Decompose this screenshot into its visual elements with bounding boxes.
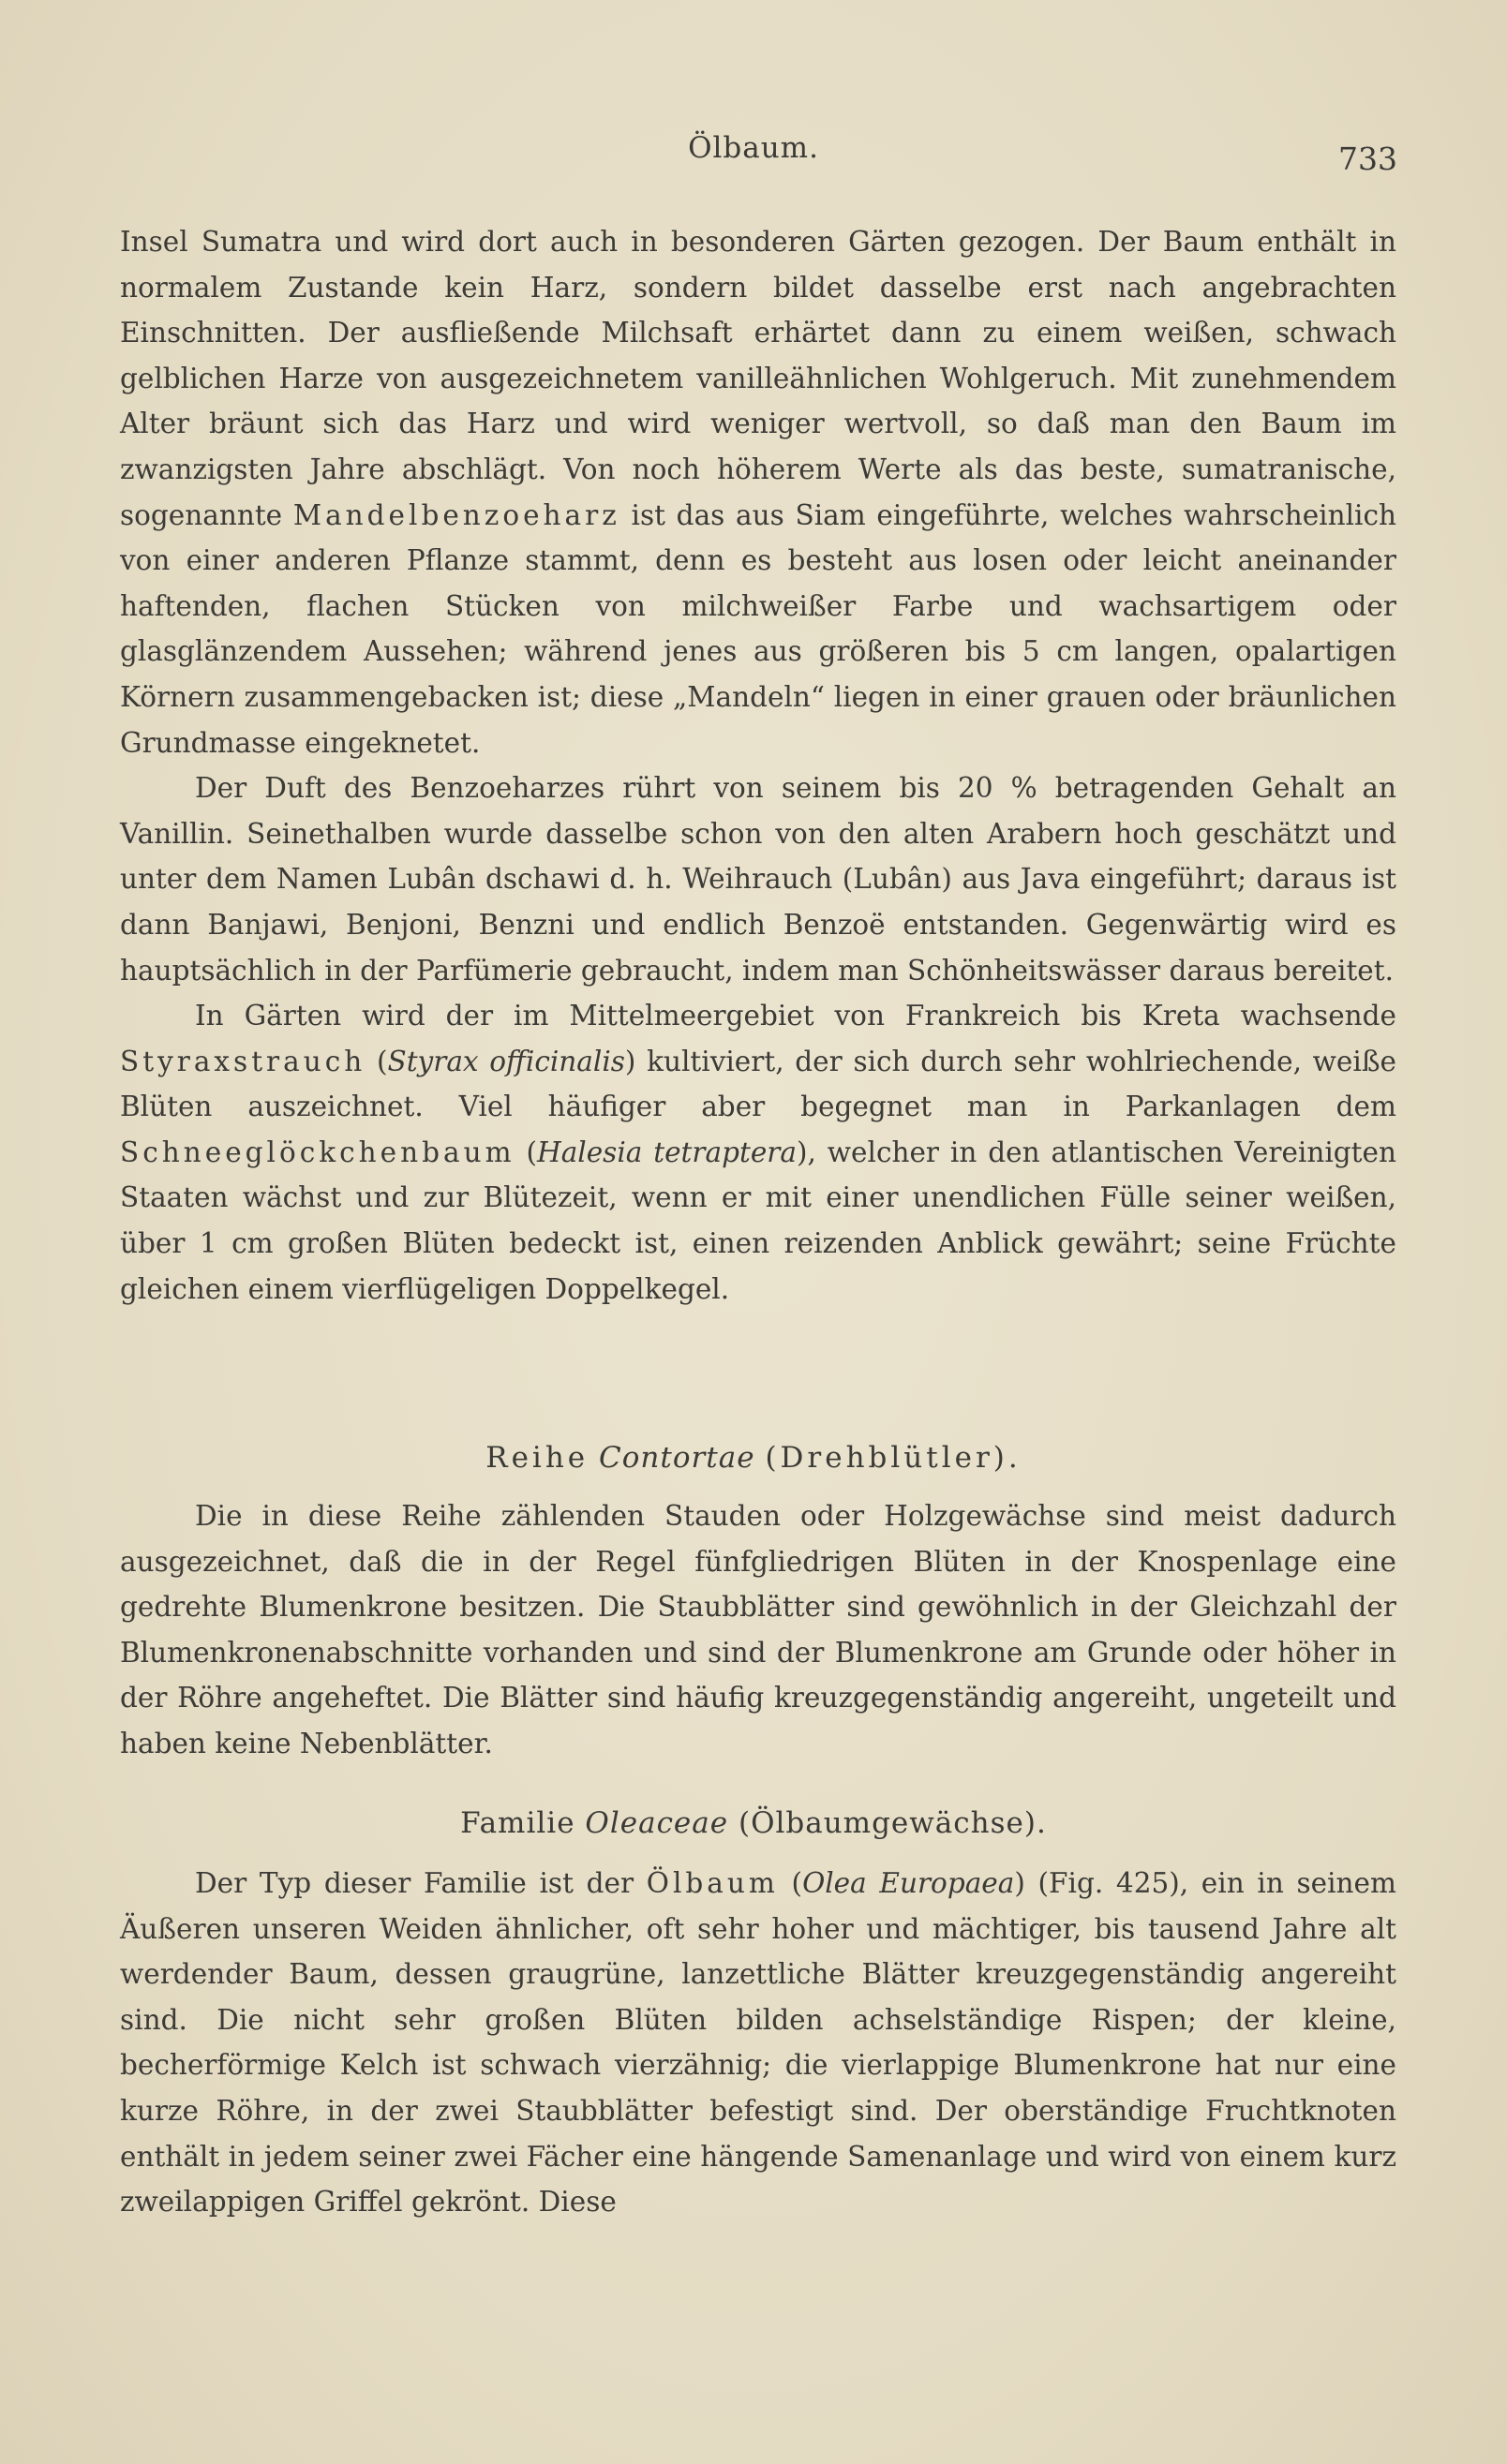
text-segment: ) kultiviert, der sich durch sehr wohlriechende, weiße Blüten auszeichnet. Viel häufiger aber begegnet man in Parkanlagen dem [120,1045,1396,1123]
heading-reihe-word: Reihe [485,1441,589,1475]
text-segment: Halesia tetraptera [536,1136,797,1168]
body-text-top [120,219,1396,1312]
text-segment: Der Duft des Benzoeharzes rührt von seinem bis 20 % betragenden Gehalt an Vanillin. Seinethalben wurde dasselbe schon von den alten Arabern hoch geschätzt und unter dem Namen Lubân dschawi d. h. Weihrauch (Lubân) aus Java eingeführt; daraus ist dann Banjawi, Benjoni, Benzni und endlich Benzoë entstanden. Gegenwärtig wird es hauptsächlich in der Parfümerie gebraucht, indem man Schönheitswässer daraus bereitet. [120,772,1396,987]
text-segment: Mandelbenzoeharz [292,498,620,531]
text-segment: In Gärten wird der im Mittelmeergebiet von Frankreich bis Kreta wachsende [195,1000,1396,1032]
paragraph-benzoe-harz [120,219,1396,765]
text-segment: Der Typ dieser Familie ist der [195,1867,647,1899]
paragraph-benzoe-duft [120,765,1396,993]
body-text-contortae [120,1493,1396,1767]
text-segment: Schneeglöckchenbaum [120,1136,515,1168]
text-segment: Ölbaum [646,1867,779,1899]
text-segment: ) (Fig. 425), ein in seinem Äußeren unseren Weiden ähnlicher, oft sehr hoher und mächtiger, bis tausend Jahre alt werdender Baum, dessen graugrüne, lanzettliche Blätter kreuzgegenständig angereiht sind. Die nicht sehr großen Blüten bilden achselständige Rispen; der kleine, becherförmige Kelch ist schwach vierzähnig; die vierlappige Blumenkrone hat nur eine kurze Röhre, in der zwei Staubblätter befestigt sind. Der oberständige Fruchtknoten enthält in jedem seiner zwei Fächer eine hängende Samenanlage und wird von einem kurz zweilappigen Griffel gekrönt. Diese [120,1867,1396,2219]
text-segment: ist das aus Siam eingeführte, welches wahrscheinlich von einer anderen Pflanze stammt, denn es besteht aus losen oder leicht aneinander haftenden, flachen Stücken von milchweißer Farbe und wachsartigem oder glasglänzendem Aussehen; während jenes aus größeren bis 5 cm langen, opalartigen Körnern zusammengebacken ist; diese „Mandeln“ liegen in einer grauen oder bräunlichen Grundmasse eingeknetet. [120,498,1396,759]
heading-familie-latin: Oleaceae [585,1806,729,1840]
paragraph-contortae [120,1493,1396,1767]
text-segment: ( [778,1867,803,1899]
text-segment: Styrax officinalis [387,1045,625,1077]
section-heading-oleaceae [0,1806,1507,1840]
running-title: Ölbaum. [688,131,819,165]
text-segment: ( [515,1136,537,1168]
text-segment: Olea Europaea [802,1867,1015,1899]
text-segment: Insel Sumatra und wird dort auch in besonderen Gärten gezogen. Der Baum enthält in normalem Zustande kein Harz, sondern bildet dasselbe erst nach angebrachten Einschnitten. Der ausfließende Milchsaft erhärtet dann zu einem weißen, schwach gelblichen Harze von ausgezeichnetem vanilleähnlichen Wohlgeruch. Mit zunehmendem Alter bräunt sich das Harz und wird weniger wertvoll, so daß man den Baum im zwanzigsten Jahre abschlägt. Von noch höherem Werte als das beste, sumatranische, sogenannte [120,226,1396,531]
heading-familie-german: (Ölbaumgewächse). [738,1806,1047,1840]
body-text-oleaceae [120,1861,1396,2225]
page-number: 733 [1338,141,1397,177]
paragraph-oelbaum [120,1861,1396,2225]
heading-reihe-latin: Contortae [599,1441,755,1475]
text-segment: ( [366,1045,388,1077]
text-segment: Die in diese Reihe zählenden Stauden oder Holzgewächse sind meist dadurch ausgezeichnet, daß die in der Regel fünfgliedrigen Blüten in der Knospenlage eine gedrehte Blumenkrone besitzen. Die Staubblätter sind gewöhnlich in der Gleichzahl der Blumenkronenabschnitte vorhanden und sind der Blumenkrone am Grunde oder höher in der Röhre angeheftet. Die Blätter sind häufig kreuzgegenständig angereiht, ungeteilt und haben keine Nebenblätter. [120,1500,1396,1759]
section-heading-contortae [0,1441,1507,1475]
heading-familie-word: Familie [460,1806,575,1840]
text-segment: ), welcher in den atlantischen Vereinigten Staaten wächst und zur Blütezeit, wenn er mit einer unendlichen Fülle seiner weißen, über 1 cm großen Blüten bedeckt ist, einen reizenden Anblick gewährt; seine Früchte gleichen einem vierflügeligen Doppelkegel. [120,1136,1396,1305]
paragraph-styrax [120,993,1396,1312]
text-segment: Styraxstrauch [120,1045,366,1077]
heading-reihe-german: (Drehblütler). [765,1441,1022,1475]
